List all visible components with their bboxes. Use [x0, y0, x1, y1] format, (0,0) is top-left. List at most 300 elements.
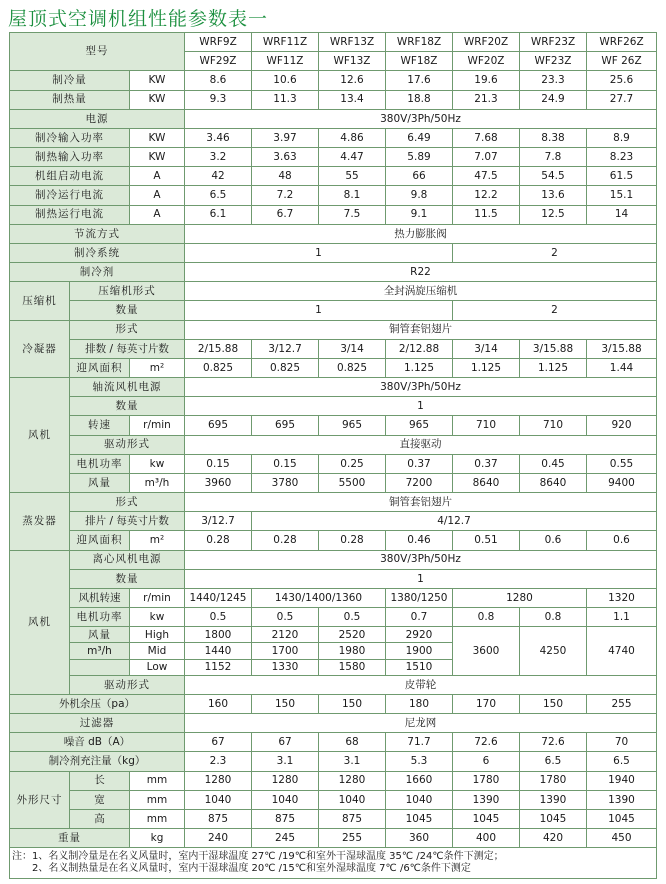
value-cell: 710: [520, 416, 587, 435]
unit-cell: A: [130, 205, 185, 224]
value-cell: 12.5: [520, 205, 587, 224]
value-cell: 9.8: [386, 186, 453, 205]
value-cell: 5.89: [386, 148, 453, 167]
section-label: 风机: [10, 378, 70, 493]
value-cell: 14: [587, 205, 657, 224]
row-label: 高: [70, 809, 130, 828]
value-cell: 6: [453, 752, 520, 771]
value-cell: 150: [252, 694, 319, 713]
value-cell: 3/14: [453, 339, 520, 358]
table-row: [10, 224, 657, 243]
merged-value: 1: [185, 569, 657, 588]
table-row: [10, 752, 657, 771]
value-cell: 0.37: [453, 454, 520, 473]
value-cell: 67: [185, 733, 252, 752]
row-label: 风机转速: [70, 588, 130, 607]
table-row: [10, 694, 657, 713]
unit-cell: KW: [130, 71, 185, 90]
row-label: 风量: [70, 473, 130, 492]
value-cell: 3.97: [252, 128, 319, 147]
value-cell: 0.5: [252, 608, 319, 627]
value-cell: 1900: [386, 643, 453, 659]
value-cell: 0.825: [185, 358, 252, 377]
value-cell: 1280: [319, 771, 386, 790]
value-cell: 1045: [453, 809, 520, 828]
value-cell: 1280: [185, 771, 252, 790]
merged-value: 380V/3Ph/50Hz: [185, 550, 657, 569]
table-row: [10, 358, 657, 377]
value-cell: 8640: [453, 473, 520, 492]
model-code-alt: WF13Z: [319, 52, 386, 71]
value-cell: 1390: [520, 790, 587, 809]
value-cell: 360: [386, 829, 453, 848]
model-code: WRF18Z: [386, 33, 453, 52]
value-cell: 4.86: [319, 128, 386, 147]
value-cell: 170: [453, 694, 520, 713]
value-cell: 1045: [520, 809, 587, 828]
value-cell: 2920: [386, 627, 453, 643]
value-cell: 0.55: [587, 454, 657, 473]
value-cell: 1440/1245: [185, 588, 252, 607]
value-cell: 245: [252, 829, 319, 848]
table-row: [10, 186, 657, 205]
row-label: 过滤器: [10, 714, 185, 733]
row-label: 形式: [70, 320, 185, 339]
merged-value: 铜管套铝翅片: [185, 320, 657, 339]
value-cell: 0.825: [319, 358, 386, 377]
table-row: [10, 205, 657, 224]
value-cell: 72.6: [520, 733, 587, 752]
value-cell: 8.38: [520, 128, 587, 147]
value-cell: 12.6: [319, 71, 386, 90]
section-label: 冷凝器: [10, 320, 70, 378]
row-label: 制冷剂充注量（kg）: [10, 752, 185, 771]
table-row: [10, 771, 657, 790]
table-row: [10, 416, 657, 435]
value-cell: 1330: [252, 659, 319, 675]
value-cell: 0.7: [386, 608, 453, 627]
table-row: [10, 588, 657, 607]
merged-value: 4250: [520, 627, 587, 675]
table-row: [10, 397, 657, 416]
value-cell: 0.45: [520, 454, 587, 473]
table-row: [10, 282, 657, 301]
value-cell: 13.6: [520, 186, 587, 205]
value-cell: 1040: [319, 790, 386, 809]
value-cell: 6.5: [520, 752, 587, 771]
row-label: 制冷运行电流: [10, 186, 130, 205]
value-cell: 15.1: [587, 186, 657, 205]
value-cell: 400: [453, 829, 520, 848]
unit-cell: mm: [130, 809, 185, 828]
row-label: 电源: [10, 109, 185, 128]
value-cell: 23.3: [520, 71, 587, 90]
value-cell: 1800: [185, 627, 252, 643]
row-label: 压缩机形式: [70, 282, 185, 301]
value-cell: 0.5: [185, 608, 252, 627]
value-cell: 70: [587, 733, 657, 752]
value-cell: 1940: [587, 771, 657, 790]
value-cell: 61.5: [587, 167, 657, 186]
value-cell: 9400: [587, 473, 657, 492]
value-cell: 9.3: [185, 90, 252, 109]
merged-value: 直接驱动: [185, 435, 657, 454]
value-cell: 1980: [319, 643, 386, 659]
merged-value: 4740: [587, 627, 657, 675]
value-cell: 6.1: [185, 205, 252, 224]
table-row: [10, 473, 657, 492]
row-label: 驱动形式: [70, 435, 185, 454]
unit-cell: r/min: [130, 416, 185, 435]
value-cell: 1510: [386, 659, 453, 675]
value-cell: 1380/1250: [386, 588, 453, 607]
value-cell: 255: [319, 829, 386, 848]
blank-cell: [70, 659, 130, 675]
value-cell: 0.25: [319, 454, 386, 473]
merged-value: 3600: [453, 627, 520, 675]
value-cell: 240: [185, 829, 252, 848]
value-cell: 695: [185, 416, 252, 435]
value-cell: 450: [587, 829, 657, 848]
value-cell: 0.6: [520, 531, 587, 550]
value-cell: 3/15.88: [587, 339, 657, 358]
value-cell: 150: [520, 694, 587, 713]
model-code-alt: WF23Z: [520, 52, 587, 71]
value-cell: 27.7: [587, 90, 657, 109]
value-cell: 5.3: [386, 752, 453, 771]
value-cell: 160: [185, 694, 252, 713]
unit-label: m³/h: [70, 643, 130, 659]
value-cell: 7.2: [252, 186, 319, 205]
table-row: [10, 550, 657, 569]
value-cell: 3960: [185, 473, 252, 492]
table-row: [10, 714, 657, 733]
value-cell: 6.5: [185, 186, 252, 205]
unit-cell: High: [130, 627, 185, 643]
section-label: 外形尺寸: [10, 771, 70, 829]
row-label: 噪音 dB（A）: [10, 733, 185, 752]
unit-cell: Low: [130, 659, 185, 675]
value-cell: 1040: [386, 790, 453, 809]
value-cell: 72.6: [453, 733, 520, 752]
value-cell: 2120: [252, 627, 319, 643]
value-cell: 0.8: [520, 608, 587, 627]
row-label: 数量: [70, 569, 185, 588]
merged-value: 1: [185, 397, 657, 416]
table-row: [10, 809, 657, 828]
table-row: [10, 608, 657, 627]
model-label: 型号: [10, 33, 185, 71]
value-cell: 13.4: [319, 90, 386, 109]
value-cell: 0.15: [185, 454, 252, 473]
value-cell: 66: [386, 167, 453, 186]
row-label: 驱动形式: [70, 675, 185, 694]
row-label: 制冷系统: [10, 243, 185, 262]
value-cell: 875: [185, 809, 252, 828]
value-cell: 1.44: [587, 358, 657, 377]
row-label: 排数 / 每英寸片数: [70, 339, 185, 358]
table-row: [10, 512, 657, 531]
row-label: 轴流风机电源: [70, 378, 185, 397]
value-cell: 11.5: [453, 205, 520, 224]
table-row: [10, 148, 657, 167]
unit-cell: m²: [130, 358, 185, 377]
value-cell: 3/12.7: [252, 339, 319, 358]
value-cell: 1700: [252, 643, 319, 659]
merged-value: 2: [453, 243, 657, 262]
value-cell: 3/12.7: [185, 512, 252, 531]
table-row: [10, 829, 657, 848]
value-cell: 3/14: [319, 339, 386, 358]
value-cell: 1045: [587, 809, 657, 828]
unit-cell: m³/h: [130, 473, 185, 492]
value-cell: 0.28: [185, 531, 252, 550]
model-code: WRF23Z: [520, 33, 587, 52]
value-cell: 19.6: [453, 71, 520, 90]
value-cell: 0.8: [453, 608, 520, 627]
page-title: 屋顶式空调机组性能参数表一: [8, 8, 269, 30]
model-code: WRF20Z: [453, 33, 520, 52]
value-cell: 0.825: [252, 358, 319, 377]
section-label: 风机: [10, 550, 70, 694]
value-cell: 1.1: [587, 608, 657, 627]
notes-cell: [10, 848, 657, 879]
value-cell: 42: [185, 167, 252, 186]
value-cell: 5500: [319, 473, 386, 492]
row-label: 迎风面积: [70, 358, 130, 377]
row-label: 迎风面积: [70, 531, 130, 550]
note-line: 注：1、名义制冷量是在名义风量时，室内干湿球温度 27℃ /19℃和室外干湿球温度 35℃ /24℃条件下测定；: [12, 850, 504, 862]
model-code-alt: WF29Z: [185, 52, 252, 71]
model-code-alt: WF20Z: [453, 52, 520, 71]
table-row: [10, 454, 657, 473]
value-cell: 875: [252, 809, 319, 828]
value-cell: 11.3: [252, 90, 319, 109]
merged-value: 热力膨胀阀: [185, 224, 657, 243]
value-cell: 3.63: [252, 148, 319, 167]
spec-table: [9, 32, 657, 879]
row-label: 形式: [70, 493, 185, 512]
value-cell: 1152: [185, 659, 252, 675]
value-cell: 2520: [319, 627, 386, 643]
value-cell: 255: [587, 694, 657, 713]
value-cell: 0.6: [587, 531, 657, 550]
value-cell: 7.07: [453, 148, 520, 167]
row-label: 排片 / 每英寸片数: [70, 512, 185, 531]
value-cell: 3780: [252, 473, 319, 492]
table-row: [10, 339, 657, 358]
table-row: [10, 71, 657, 90]
value-cell: 420: [520, 829, 587, 848]
value-cell: 1780: [453, 771, 520, 790]
table-row: [10, 301, 657, 320]
unit-cell: m²: [130, 531, 185, 550]
unit-cell: kw: [130, 454, 185, 473]
section-label: 蒸发器: [10, 493, 70, 551]
value-cell: 695: [252, 416, 319, 435]
row-label: 节流方式: [10, 224, 185, 243]
merged-value: R22: [185, 263, 657, 282]
value-cell: 7.8: [520, 148, 587, 167]
merged-value: 1280: [453, 588, 587, 607]
row-label: 宽: [70, 790, 130, 809]
value-cell: 4.47: [319, 148, 386, 167]
merged-value: 尼龙网: [185, 714, 657, 733]
row-label: 转速: [70, 416, 130, 435]
table-row: [10, 109, 657, 128]
unit-cell: Mid: [130, 643, 185, 659]
row-label: 数量: [70, 397, 185, 416]
value-cell: 0.37: [386, 454, 453, 473]
value-cell: 55: [319, 167, 386, 186]
value-cell: 48: [252, 167, 319, 186]
row-label: 制冷输入功率: [10, 128, 130, 147]
unit-cell: r/min: [130, 588, 185, 607]
table-row: [10, 435, 657, 454]
value-cell: 67: [252, 733, 319, 752]
value-cell: 0.28: [319, 531, 386, 550]
merged-value: 1430/1400/1360: [252, 588, 386, 607]
value-cell: 1390: [587, 790, 657, 809]
value-cell: 710: [453, 416, 520, 435]
value-cell: 0.5: [319, 608, 386, 627]
unit-cell: A: [130, 186, 185, 205]
value-cell: 3.46: [185, 128, 252, 147]
value-cell: 8.1: [319, 186, 386, 205]
unit-cell: KW: [130, 128, 185, 147]
row-label: 外机余压（pa）: [10, 694, 185, 713]
value-cell: 1040: [185, 790, 252, 809]
value-cell: 3/15.88: [520, 339, 587, 358]
row-label: 长: [70, 771, 130, 790]
value-cell: 2/12.88: [386, 339, 453, 358]
value-cell: 25.6: [587, 71, 657, 90]
unit-cell: kg: [130, 829, 185, 848]
value-cell: 1280: [252, 771, 319, 790]
value-cell: 1780: [520, 771, 587, 790]
row-label: 制热量: [10, 90, 130, 109]
value-cell: 1440: [185, 643, 252, 659]
unit-cell: mm: [130, 771, 185, 790]
row-label: 重量: [10, 829, 130, 848]
merged-value: 1: [185, 301, 453, 320]
table-row: [10, 320, 657, 339]
row-label: 电机功率: [70, 608, 130, 627]
value-cell: 3.2: [185, 148, 252, 167]
value-cell: 1660: [386, 771, 453, 790]
table-row: [10, 33, 657, 52]
row-label: 制冷量: [10, 71, 130, 90]
table-row: [10, 627, 657, 643]
value-cell: 1320: [587, 588, 657, 607]
table-row: [10, 167, 657, 186]
table-row: [10, 675, 657, 694]
table-row: [10, 531, 657, 550]
table-row: [10, 243, 657, 262]
value-cell: 17.6: [386, 71, 453, 90]
section-label: 压缩机: [10, 282, 70, 320]
row-label: 电机功率: [70, 454, 130, 473]
value-cell: 0.51: [453, 531, 520, 550]
value-cell: 2.3: [185, 752, 252, 771]
value-cell: 1.125: [453, 358, 520, 377]
value-cell: 9.1: [386, 205, 453, 224]
value-cell: 0.15: [252, 454, 319, 473]
model-code: WRF13Z: [319, 33, 386, 52]
value-cell: 920: [587, 416, 657, 435]
merged-value: 2: [453, 301, 657, 320]
value-cell: 8.23: [587, 148, 657, 167]
value-cell: 24.9: [520, 90, 587, 109]
value-cell: 12.2: [453, 186, 520, 205]
value-cell: 0.46: [386, 531, 453, 550]
row-label: 机组启动电流: [10, 167, 130, 186]
row-label: 制热运行电流: [10, 205, 130, 224]
row-label: 风量: [70, 627, 130, 643]
model-code-alt: WF11Z: [252, 52, 319, 71]
value-cell: 7200: [386, 473, 453, 492]
value-cell: 0.28: [252, 531, 319, 550]
unit-cell: KW: [130, 148, 185, 167]
value-cell: 21.3: [453, 90, 520, 109]
value-cell: 1.125: [520, 358, 587, 377]
value-cell: 965: [386, 416, 453, 435]
notes-row: [10, 848, 657, 879]
row-label: 制热输入功率: [10, 148, 130, 167]
model-code: WRF26Z: [587, 33, 657, 52]
value-cell: 150: [319, 694, 386, 713]
value-cell: 1040: [252, 790, 319, 809]
table-row: [10, 263, 657, 282]
merged-value: 380V/3Ph/50Hz: [185, 378, 657, 397]
value-cell: 875: [319, 809, 386, 828]
value-cell: 1580: [319, 659, 386, 675]
row-label: 制冷剂: [10, 263, 185, 282]
merged-value: 4/12.7: [252, 512, 657, 531]
model-code-alt: WF18Z: [386, 52, 453, 71]
value-cell: 1390: [453, 790, 520, 809]
value-cell: 7.68: [453, 128, 520, 147]
value-cell: 180: [386, 694, 453, 713]
value-cell: 47.5: [453, 167, 520, 186]
unit-cell: kw: [130, 608, 185, 627]
table-row: [10, 790, 657, 809]
value-cell: 2/15.88: [185, 339, 252, 358]
value-cell: 54.5: [520, 167, 587, 186]
merged-value: 1: [185, 243, 453, 262]
value-cell: 8.9: [587, 128, 657, 147]
model-code: WRF11Z: [252, 33, 319, 52]
unit-cell: KW: [130, 90, 185, 109]
value-cell: 68: [319, 733, 386, 752]
table-row: [10, 128, 657, 147]
value-cell: 3.1: [319, 752, 386, 771]
value-cell: 71.7: [386, 733, 453, 752]
row-label: 数量: [70, 301, 185, 320]
table-row: [10, 493, 657, 512]
unit-cell: mm: [130, 790, 185, 809]
table-row: [10, 733, 657, 752]
value-cell: 6.7: [252, 205, 319, 224]
table-row: [10, 569, 657, 588]
value-cell: 965: [319, 416, 386, 435]
value-cell: 8.6: [185, 71, 252, 90]
model-code-alt: WF 26Z: [587, 52, 657, 71]
value-cell: 6.5: [587, 752, 657, 771]
value-cell: 1.125: [386, 358, 453, 377]
unit-cell: A: [130, 167, 185, 186]
table-row: [10, 378, 657, 397]
